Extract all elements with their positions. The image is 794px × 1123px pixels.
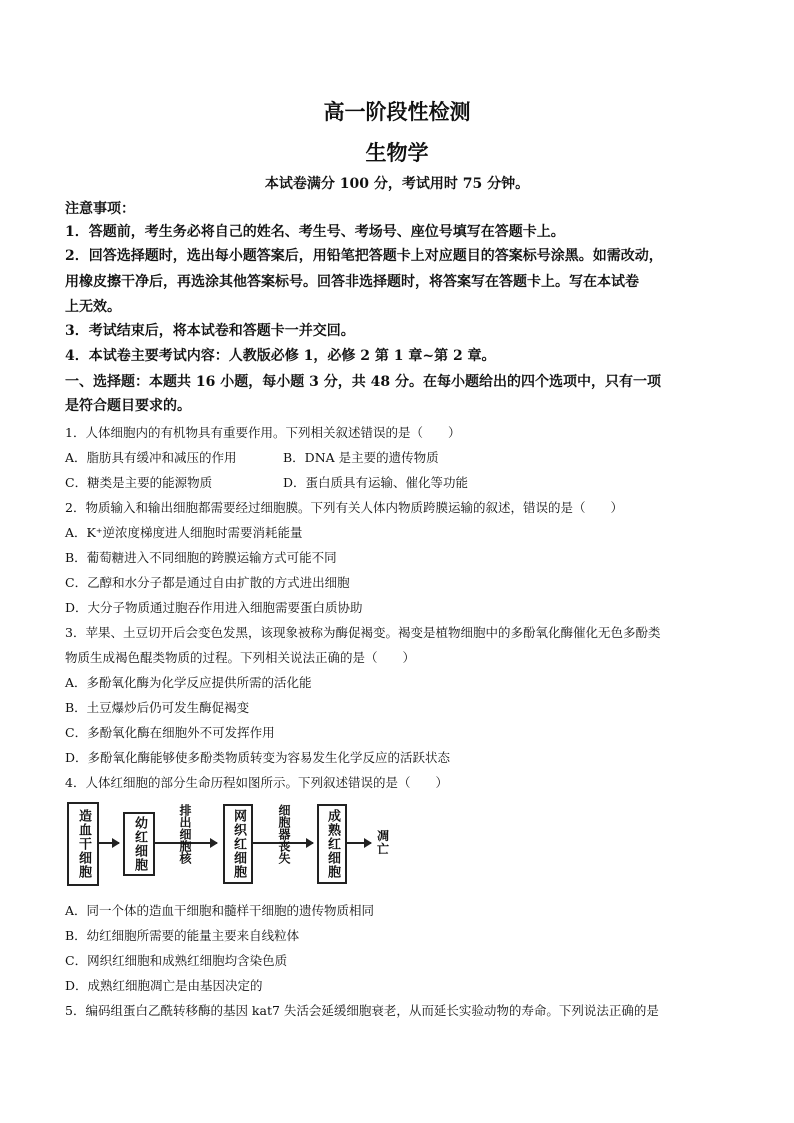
q3-option-d: D．多酚氧化酶能够使多酚类物质转变为容易发生化学反应的活跃状态 (65, 750, 451, 765)
q4-option-a: A．同一个体的造血干细胞和髓样干细胞的遗传物质相同 (65, 903, 375, 918)
mature-red-cell-box (317, 804, 347, 884)
subject-title: 生物学 (365, 140, 429, 165)
flow-arrow (347, 842, 371, 844)
note-item: 4．本试卷主要考试内容：人教版必修 1，必修 2 第 1 章~第 2 章。 (65, 348, 496, 364)
apoptosis-label: 凋亡 (377, 829, 390, 856)
box-label: 网织红细胞 (231, 809, 246, 879)
note-item: 2．回答选择题时，选出每小题答案后，用铅笔把答题卡上对应题目的答案标号涂黑。如需改动， (65, 248, 663, 264)
box-label: 幼红细胞 (132, 816, 147, 872)
q1-option-b: B．DNA 是主要的遗传物质 (283, 450, 439, 465)
red-cell-lifecycle-diagram (65, 802, 405, 888)
step-label-organelle-loss: 细胞器丧失 (277, 804, 291, 864)
note-item: 1．答题前，考生务必将自己的姓名、考生号、考场号、座位号填写在答题卡上。 (65, 224, 565, 240)
q4-option-d: D．成熟红细胞凋亡是由基因决定的 (65, 978, 263, 993)
note-item: 上无效。 (65, 299, 121, 315)
q1-option-c: C．糖类是主要的能源物质 (65, 475, 213, 490)
note-item: 3．考试结束后，将本试卷和答题卡一并交回。 (65, 323, 355, 339)
box-label: 造血干细胞 (76, 809, 91, 879)
q4-option-c: C．网织红细胞和成熟红细胞均含染色质 (65, 953, 288, 968)
flow-arrow (99, 842, 119, 844)
hematopoietic-stem-cell-box (67, 802, 99, 886)
q3-option-b: B．土豆爆炒后仍可发生酶促褐变 (65, 700, 250, 715)
q2-option-b: B．葡萄糖进入不同细胞的跨膜运输方式可能不同 (65, 550, 337, 565)
q1-option-a: A．脂肪具有缓冲和减压的作用 (65, 450, 237, 465)
note-item: 用橡皮擦干净后，再选涂其他答案标号。回答非选择题时，将答案写在答题卡上。写在本试卷 (65, 274, 639, 290)
reticulocyte-box (223, 804, 253, 884)
box-label: 成熟红细胞 (325, 809, 340, 879)
question-1-stem: 1．人体细胞内的有机物具有重要作用。下列相关叙述错误的是（ ） (65, 425, 461, 440)
q3-option-c: C．多酚氧化酶在细胞外不可发挥作用 (65, 725, 275, 740)
section-heading: 是符合题目要求的。 (65, 398, 191, 414)
erythroblast-box (123, 812, 155, 876)
q2-option-a: A．K⁺逆浓度梯度进人细胞时需要消耗能量 (65, 525, 303, 540)
step-label-enucleation: 排出细胞核 (178, 804, 192, 864)
notes-heading: 注意事项： (65, 201, 135, 217)
question-3-stem-cont: 物质生成褐色醌类物质的过程。下列相关说法正确的是（ ） (65, 650, 416, 665)
q2-option-c: C．乙醇和水分子都是通过自由扩散的方式进出细胞 (65, 575, 350, 590)
exam-info: 本试卷满分 100 分，考试用时 75 分钟。 (264, 176, 530, 192)
exam-title: 高一阶段性检测 (323, 99, 471, 124)
question-2-stem: 2．物质输入和输出细胞都需要经过细胞膜。下列有关人体内物质跨膜运输的叙述，错误的是（ ） (65, 500, 623, 515)
question-3-stem: 3．苹果、土豆切开后会变色发黑，该现象被称为酶促褐变。褐变是植物细胞中的多酚氧化酶催化无色多酚类 (65, 625, 661, 640)
q1-option-d: D．蛋白质具有运输、催化等功能 (283, 475, 469, 490)
q4-option-b: B．幼红细胞所需要的能量主要来自线粒体 (65, 928, 300, 943)
section-heading: 一、选择题：本题共 16 小题，每小题 3 分，共 48 分。在每小题给出的四个选项中，只有一项 (65, 374, 661, 390)
question-4-stem: 4．人体红细胞的部分生命历程如图所示。下列叙述错误的是（ ） (65, 775, 448, 790)
q2-option-d: D．大分子物质通过胞吞作用进入细胞需要蛋白质协助 (65, 600, 363, 615)
q3-option-a: A．多酚氧化酶为化学反应提供所需的活化能 (65, 675, 312, 690)
question-5-stem: 5．编码组蛋白乙酰转移酶的基因 kat7 失活会延缓细胞衰老，从而延长实验动物的寿命。下列说法正确的是 (65, 1003, 659, 1018)
